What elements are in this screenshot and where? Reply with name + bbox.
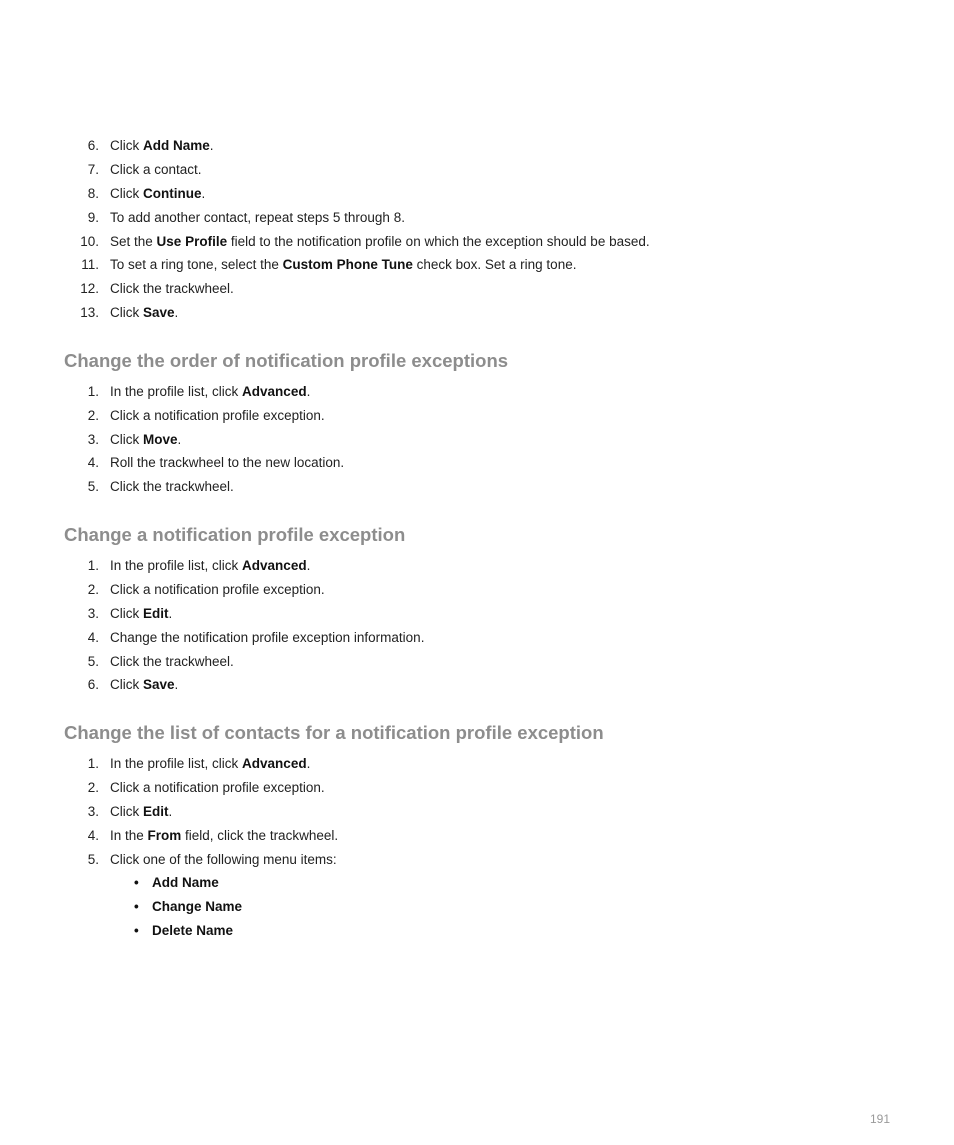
step-text: To add another contact, repeat steps 5 through 8. xyxy=(110,210,405,225)
step-text: In the profile list, click Advanced. xyxy=(110,558,311,573)
step-number: 3. xyxy=(87,432,99,447)
bullet-label: Add Name xyxy=(152,875,219,890)
step-text: Click Edit. xyxy=(110,606,173,621)
bullet-label: Change Name xyxy=(152,899,243,914)
step-number: 1. xyxy=(87,558,99,573)
step-text: Click Continue. xyxy=(110,186,206,201)
step-text: Click Edit. xyxy=(110,804,173,819)
step-text: Click Add Name. xyxy=(110,138,214,153)
step-number: 5. xyxy=(87,654,99,669)
step-number: 5. xyxy=(87,852,99,867)
step-text: Click the trackwheel. xyxy=(110,654,234,669)
step-text: Roll the trackwheel to the new location. xyxy=(110,455,345,470)
section-heading-order: Change the order of notification profile exceptions xyxy=(64,350,509,371)
section-heading-change: Change a notification profile exception xyxy=(64,524,406,545)
step-text: To set a ring tone, select the Custom Phone Tune check box. Set a ring tone. xyxy=(110,257,577,272)
step-text: Click one of the following menu items: xyxy=(110,852,337,867)
step-text: Click a notification profile exception. xyxy=(110,582,325,597)
step-number: 7. xyxy=(87,162,99,177)
page-number: 191 xyxy=(869,1112,890,1126)
step-number: 9. xyxy=(87,210,99,225)
step-number: 4. xyxy=(87,630,99,645)
step-text: In the From field, click the trackwheel. xyxy=(110,828,339,843)
step-number: 6. xyxy=(87,138,99,153)
step-text: Click a contact. xyxy=(110,162,202,177)
step-number: 1. xyxy=(87,756,99,771)
step-text: Click Save. xyxy=(110,305,179,320)
step-number: 13. xyxy=(80,305,99,320)
bullet-icon: • xyxy=(134,923,139,938)
step-number: 4. xyxy=(87,828,99,843)
step-text: Click the trackwheel. xyxy=(110,281,234,296)
step-number: 3. xyxy=(87,804,99,819)
step-text: Set the Use Profile field to the notification profile on which the exception should be based. xyxy=(110,234,650,249)
step-number: 5. xyxy=(87,479,99,494)
step-number: 10. xyxy=(80,234,99,249)
step-text: Click a notification profile exception. xyxy=(110,408,325,423)
step-text: Click Save. xyxy=(110,677,179,692)
bullet-label: Delete Name xyxy=(152,923,234,938)
step-text: Change the notification profile exception information. xyxy=(110,630,425,645)
bullet-icon: • xyxy=(134,899,139,914)
bullet-icon: • xyxy=(134,875,139,890)
step-number: 2. xyxy=(87,408,99,423)
step-number: 2. xyxy=(87,780,99,795)
step-number: 11. xyxy=(81,257,99,272)
step-number: 12. xyxy=(80,281,99,296)
step-number: 2. xyxy=(87,582,99,597)
step-text: In the profile list, click Advanced. xyxy=(110,384,311,399)
step-number: 6. xyxy=(87,677,99,692)
step-text: Click the trackwheel. xyxy=(110,479,234,494)
step-text: In the profile list, click Advanced. xyxy=(110,756,311,771)
step-text: Click a notification profile exception. xyxy=(110,780,325,795)
step-number: 1. xyxy=(87,384,99,399)
step-number: 8. xyxy=(87,186,99,201)
step-number: 3. xyxy=(87,606,99,621)
step-number: 4. xyxy=(87,455,99,470)
step-text: Click Move. xyxy=(110,432,182,447)
section-heading-contacts: Change the list of contacts for a notification profile exception xyxy=(64,722,604,743)
